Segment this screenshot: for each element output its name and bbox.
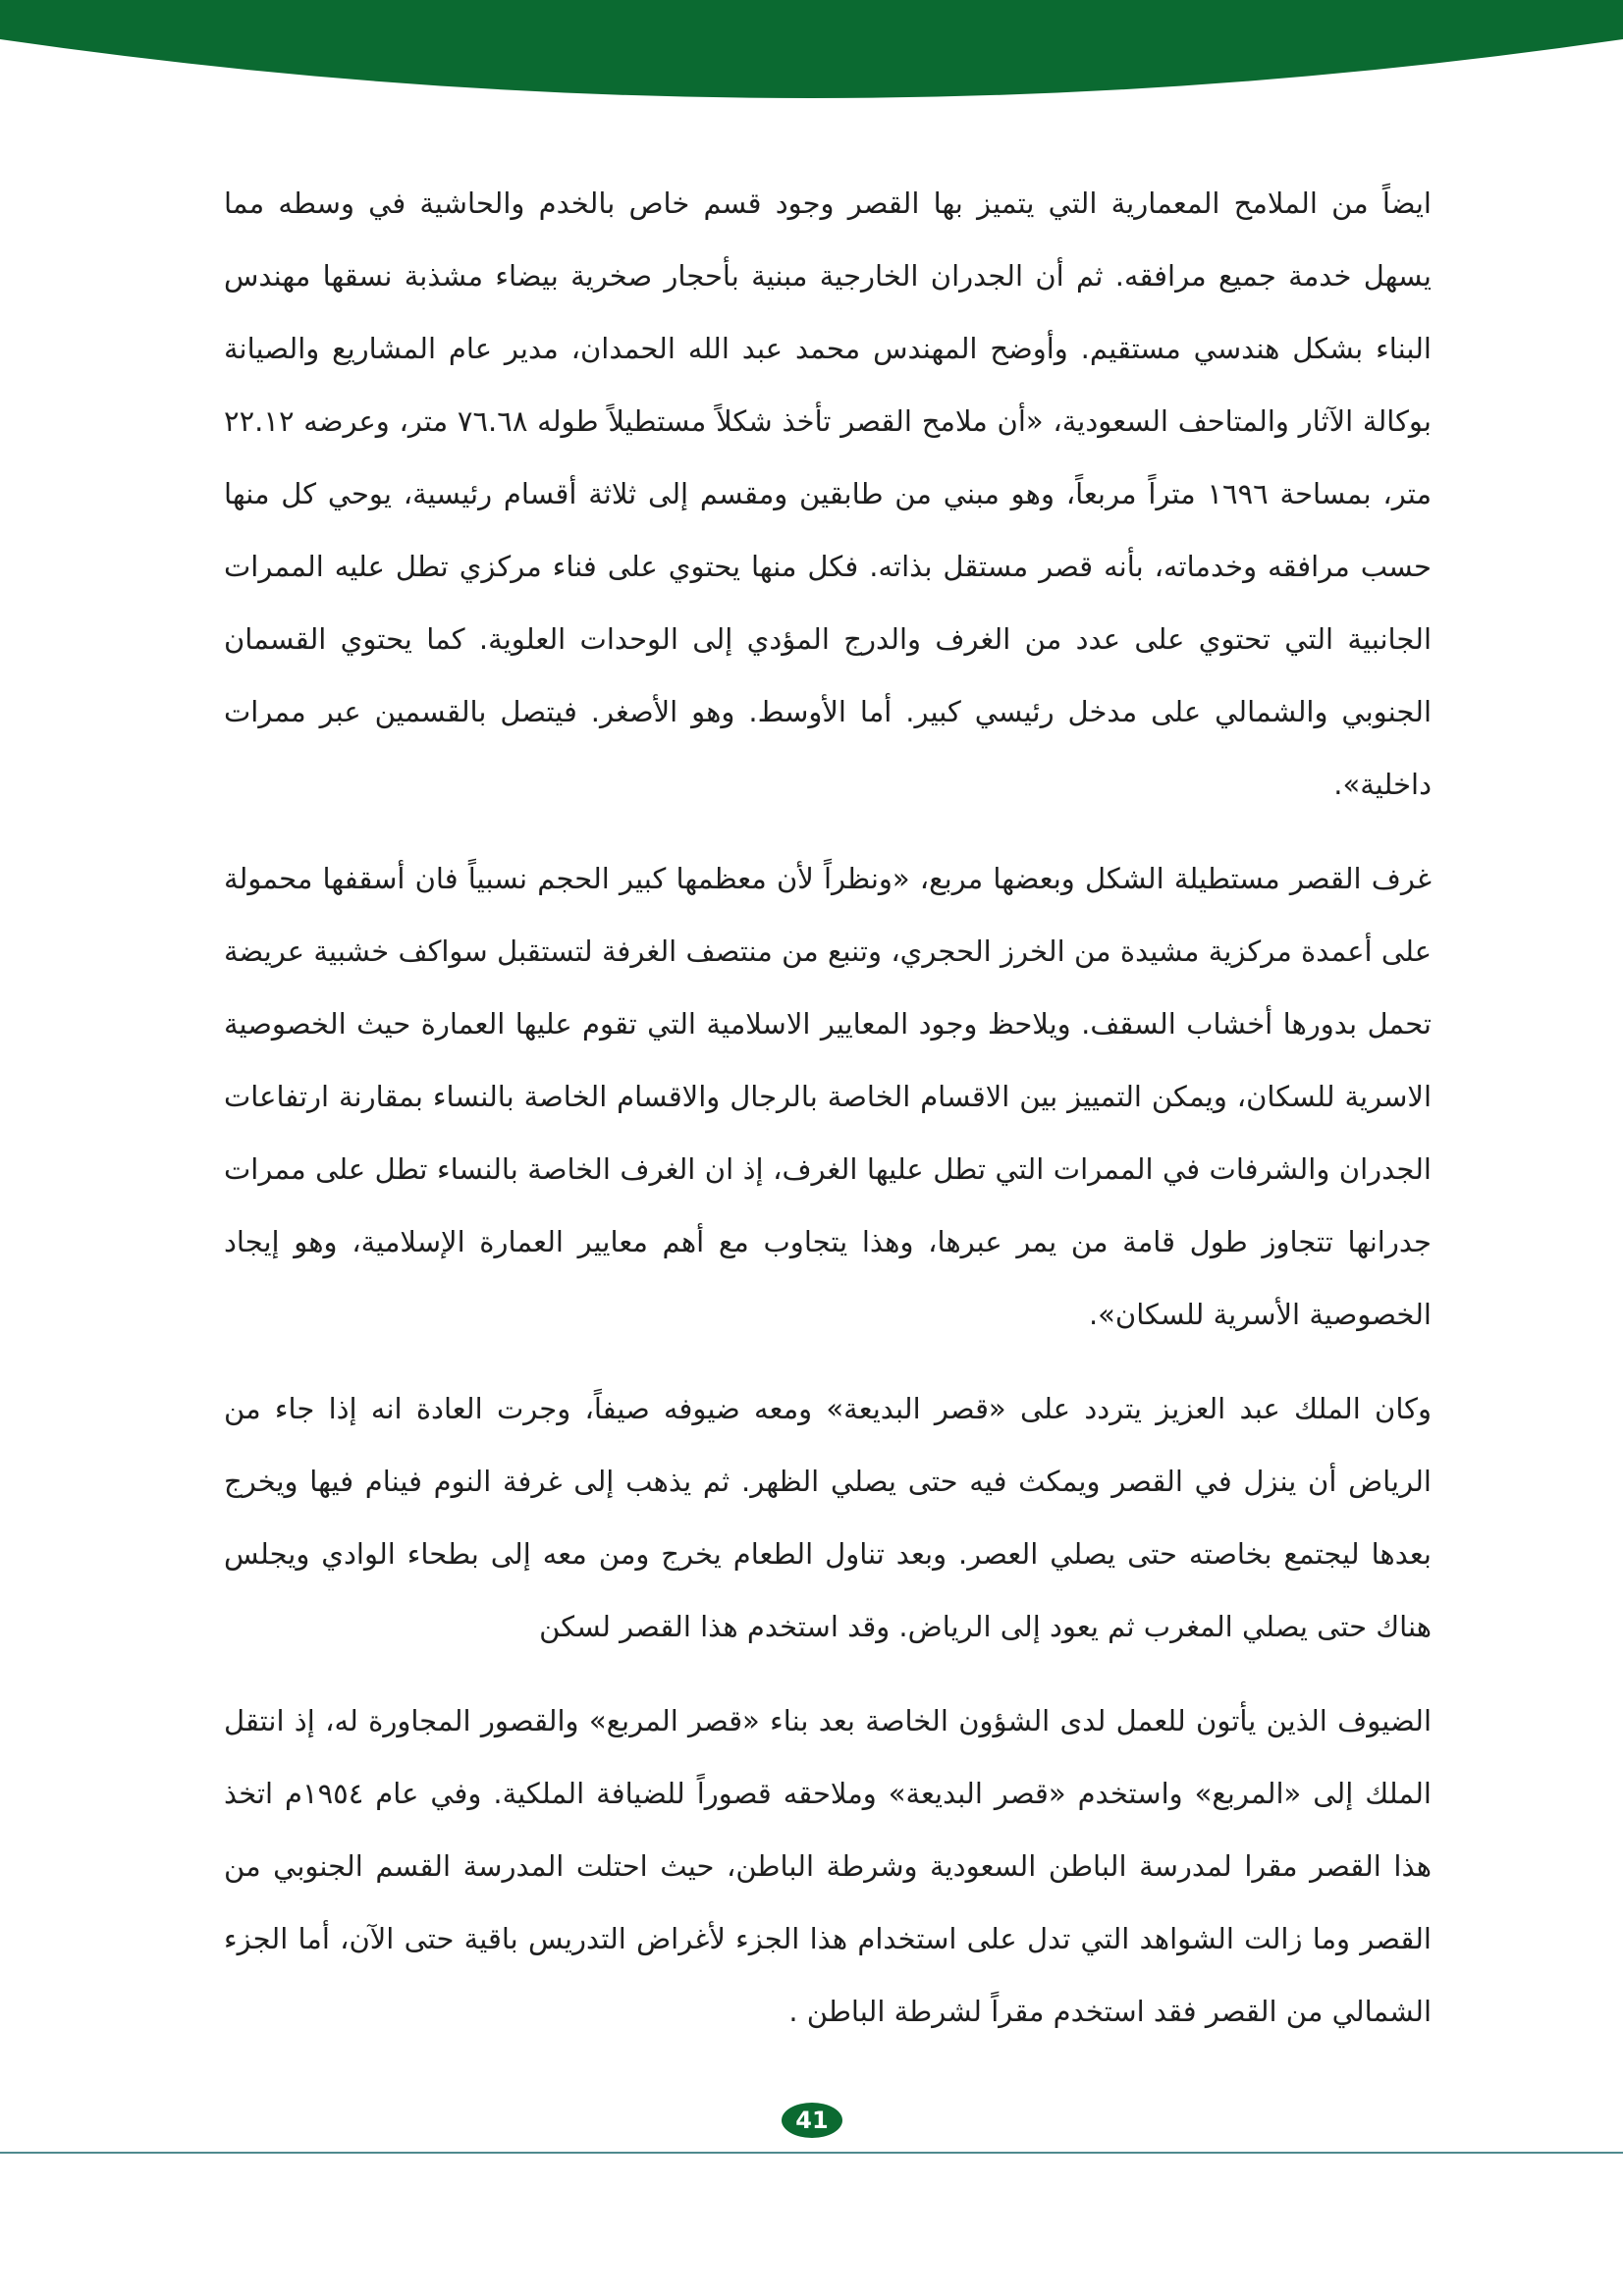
footer-divider xyxy=(0,2152,1623,2154)
header-band xyxy=(0,0,1623,118)
paragraph-2: غرف القصر مستطيلة الشكل وبعضها مربع، «ونظراً لأن معظمها كبير الحجم نسبياً فان أسقفها محمولة على أعمدة مركزية مشيدة من الخرز الحجري، وتنبع من منتصف الغرفة لتستقبل سواكف خشبية عريضة تحمل بدورها أخشاب السقف. ويلاحظ وجود المعايير الاسلامية التي تقوم عليها العمارة حيث الخصوصية الاسرية للسكان، ويمكن التمييز بين الاقسام الخاصة بالرجال والاقسام الخاصة بالنساء بمقارنة ارتفاعات الجدران والشرفات في الممرات التي تطل عليها الغرف، إذ ان الغرف الخاصة بالنساء تطل على ممرات جدرانها تتجاوز طول قامة من يمر عبرها، وهذا يتجاوب مع أهم معايير العمارة الإسلامية، وهو إيجاد الخصوصية الأسرية للسكان». xyxy=(224,862,1432,1331)
page-number: 41 xyxy=(795,2107,829,2134)
paragraph-4: الضيوف الذين يأتون للعمل لدى الشؤون الخاصة بعد بناء «قصر المربع» والقصور المجاورة له، إذ انتقل الملك إلى «المربع» واستخدم «قصر البديعة» وملاحقه قصوراً للضيافة الملكية. وفي عام ١٩٥٤م اتخذ هذا القصر مقرا لمدرسة الباطن السعودية وشرطة الباطن، حيث احتلت المدرسة القسم الجنوبي من القصر وما زالت الشواهد التي تدل على استخدام هذا الجزء لأغراض التدريس باقية حتى الآن، أما الجزء الشمالي من القصر فقد استخدم مقراً لشرطة الباطن . xyxy=(224,1704,1432,2028)
page-number-badge xyxy=(782,2103,842,2138)
paragraph-3: وكان الملك عبد العزيز يتردد على «قصر البديعة» ومعه ضيوفه صيفاً، وجرت العادة انه إذا جاء من الرياض أن ينزل في القصر ويمكث فيه حتى يصلي الظهر. ثم يذهب إلى غرفة النوم فينام فيها ويخرج بعدها ليجتمع بخاصته حتى يصلي العصر. وبعد تناول الطعام يخرج ومن معه إلى بطحاء الوادي ويجلس هناك حتى يصلي المغرب ثم يعود إلى الرياض. وقد استخدم هذا القصر لسكن xyxy=(224,1392,1432,1643)
article-body xyxy=(224,167,1432,2048)
paragraph-1: ايضاً من الملامح المعمارية التي يتميز بها القصر وجود قسم خاص بالخدم والحاشية في وسطه مما يسهل خدمة جميع مرافقه. ثم أن الجدران الخارجية مبنية بأحجار صخرية بيضاء مشذبة نسقها مهندس البناء بشكل هندسي مستقيم. وأوضح المهندس محمد عبد الله الحمدان، مدير عام المشاريع والصيانة بوكالة الآثار والمتاحف السعودية، «أن ملامح القصر تأخذ شكلاً مستطيلاً طوله ٧٦.٦٨ متر، وعرضه ٢٢.١٢ متر، بمساحة ١٦٩٦ متراً مربعاً، وهو مبني من طابقين ومقسم إلى ثلاثة أقسام رئيسية، يوحي كل منها حسب مرافقه وخدماته، بأنه قصر مستقل بذاته. فكل منها يحتوي على فناء مركزي تطل عليه الممرات الجانبية التي تحتوي على عدد من الغرف والدرج المؤدي إلى الوحدات العلوية. كما يحتوي القسمان الجنوبي والشمالي على مدخل رئيسي كبير. أما الأوسط. وهو الأصغر. فيتصل بالقسمين عبر ممرات داخلية». xyxy=(224,187,1432,801)
